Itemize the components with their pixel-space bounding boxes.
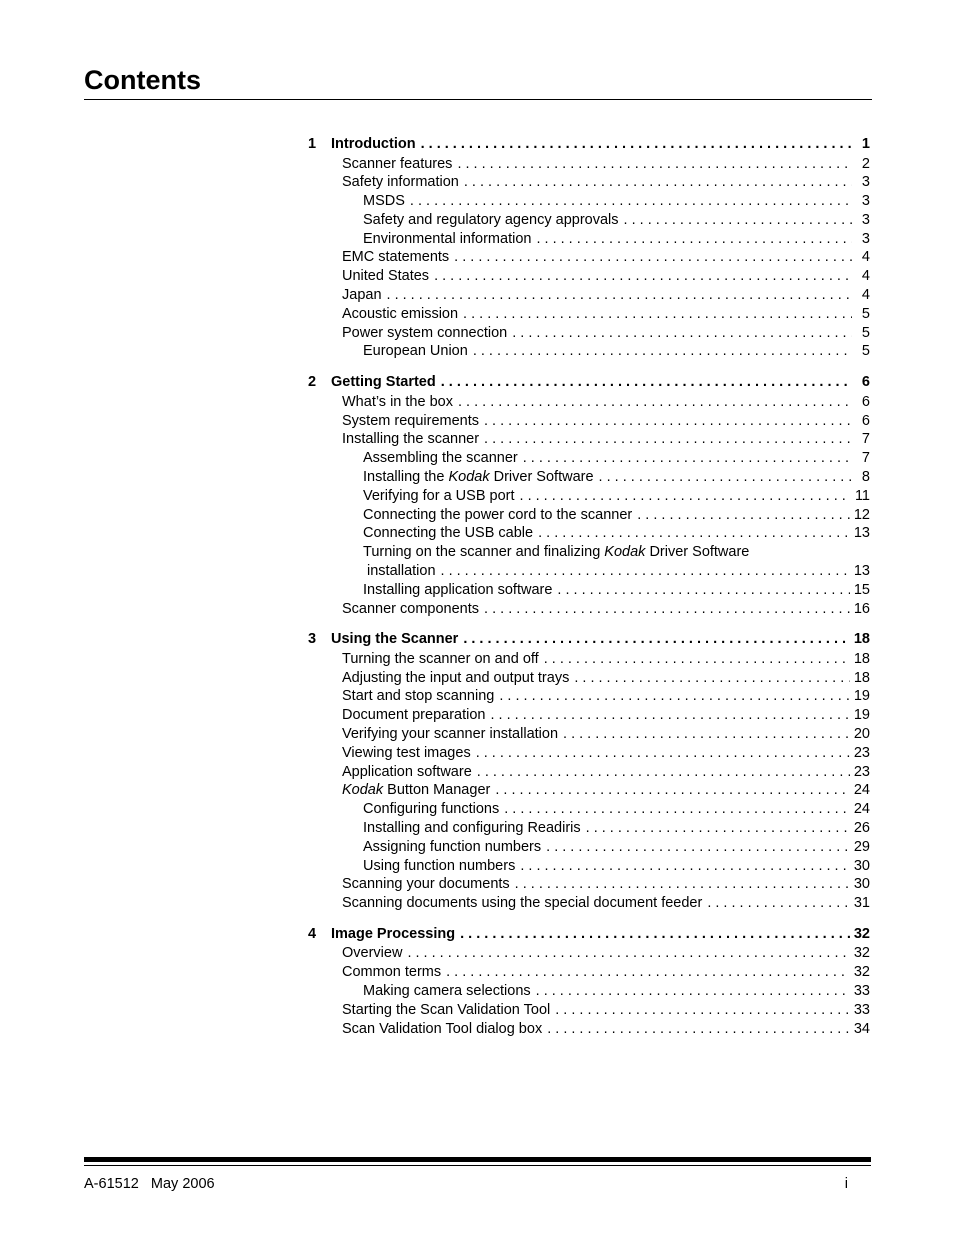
toc-dot-leader <box>515 487 851 506</box>
toc-page-number: 33 <box>853 983 870 1000</box>
toc-page-number: 31 <box>853 895 870 912</box>
toc-entry-label: Turning on the scanner and finalizing Kodak Driver Software <box>363 544 750 561</box>
toc-entry-label: Document preparation <box>342 707 486 724</box>
toc-subsection[interactable] <box>308 819 870 838</box>
toc-entry-label: EMC statements <box>342 249 450 266</box>
toc-page-number: 3 <box>861 174 870 191</box>
toc-section[interactable] <box>308 944 870 963</box>
toc-subsection[interactable] <box>308 838 870 857</box>
footer-doc-number: A-61512 May 2006 <box>84 1176 215 1192</box>
toc-entry-label: MSDS <box>363 193 405 210</box>
toc-subsection[interactable] <box>308 543 870 562</box>
toc-page-number: 24 <box>853 782 870 799</box>
toc-chapter-number: 4 <box>308 925 317 942</box>
toc-section[interactable] <box>308 305 870 324</box>
toc-chapter[interactable] <box>308 630 870 650</box>
toc-page-number: 3 <box>861 193 870 210</box>
toc-entry-label: European Union <box>363 343 468 360</box>
toc-section[interactable] <box>308 669 870 688</box>
toc-section[interactable] <box>308 173 870 192</box>
toc-section[interactable] <box>308 687 870 706</box>
toc-section[interactable] <box>308 412 870 431</box>
toc-dot-leader <box>507 324 852 343</box>
toc-dot-leader <box>531 230 852 249</box>
toc-dot-leader <box>518 449 852 468</box>
toc-page-number: 20 <box>853 726 870 743</box>
toc-page-number: 6 <box>861 393 870 410</box>
toc-section[interactable] <box>308 600 870 619</box>
toc-entry-label: Installing the scanner <box>342 431 480 448</box>
toc-subsection[interactable] <box>308 230 870 249</box>
toc-page-number: 1 <box>861 136 870 152</box>
toc-dot-leader <box>458 305 852 324</box>
toc-entry-label: Safety and regulatory agency approvals <box>363 211 619 228</box>
toc-dot-leader <box>541 838 850 857</box>
toc-dot-leader <box>485 706 849 725</box>
toc-section[interactable] <box>308 1001 870 1020</box>
toc-dot-leader <box>515 857 850 876</box>
toc-section[interactable] <box>308 267 870 286</box>
toc-page-number: 6 <box>861 412 870 429</box>
toc-entry-label: Power system connection <box>342 324 508 341</box>
toc-dot-leader <box>542 1020 850 1039</box>
toc-entry-label: Installing application software <box>363 581 553 598</box>
toc-page-number: 2 <box>861 155 870 172</box>
toc-page-number: 4 <box>861 249 870 266</box>
footer-page-number: i <box>844 1176 848 1192</box>
toc-page-number: 13 <box>853 525 870 542</box>
toc-entry-label: What’s in the box <box>342 393 453 410</box>
toc-dot-leader <box>510 875 850 894</box>
toc-section[interactable] <box>308 963 870 982</box>
table-of-contents <box>308 135 870 1038</box>
toc-section[interactable] <box>308 725 870 744</box>
toc-dot-leader <box>479 412 852 431</box>
toc-section[interactable] <box>308 393 870 412</box>
toc-dot-leader <box>619 211 852 230</box>
toc-page-number: 23 <box>853 763 870 780</box>
toc-subsection[interactable] <box>308 581 870 600</box>
page-title: Contents <box>84 65 201 95</box>
toc-entry-label: United States <box>342 268 430 285</box>
toc-subsection[interactable] <box>308 800 870 819</box>
toc-subsection[interactable] <box>308 524 870 543</box>
toc-dot-leader <box>479 600 850 619</box>
toc-page-number: 5 <box>861 305 870 322</box>
toc-section[interactable] <box>308 650 870 669</box>
toc-entry-label: Scan Validation Tool dialog box <box>342 1020 543 1037</box>
toc-section[interactable] <box>308 781 870 800</box>
toc-page-number: 18 <box>853 650 870 667</box>
toc-page-number: 19 <box>853 707 870 724</box>
toc-entry-label: Overview <box>342 945 403 962</box>
toc-subsection[interactable] <box>308 468 870 487</box>
toc-page-number: 23 <box>853 744 870 761</box>
toc-dot-leader <box>453 393 852 412</box>
toc-dot-leader <box>436 373 852 393</box>
toc-page-number: 18 <box>853 631 870 648</box>
toc-entry-label: Safety information <box>342 174 459 191</box>
toc-page-number: 7 <box>861 450 870 467</box>
toc-dot-leader <box>533 524 850 543</box>
toc-page-number: 4 <box>861 268 870 285</box>
toc-entry-label: Common terms <box>342 964 442 981</box>
toc-dot-leader <box>471 744 850 763</box>
toc-entry-label: Introduction <box>331 136 416 152</box>
toc-section[interactable] <box>308 248 870 267</box>
toc-entry-label: Scanner features <box>342 155 453 172</box>
toc-entry-label: installation <box>367 562 436 579</box>
toc-dot-leader <box>449 248 852 267</box>
toc-dot-leader <box>479 430 852 449</box>
toc-chapter[interactable] <box>308 925 870 945</box>
toc-dot-leader <box>490 781 850 800</box>
toc-entry-label: System requirements <box>342 412 479 429</box>
toc-chapter[interactable] <box>308 373 870 393</box>
toc-page-number: 18 <box>853 669 870 686</box>
toc-dot-leader <box>441 963 850 982</box>
toc-entry-label: Scanning your documents <box>342 876 510 893</box>
toc-section[interactable] <box>308 706 870 725</box>
toc-dot-leader <box>552 581 849 600</box>
toc-page-number: 8 <box>861 468 870 485</box>
toc-dot-leader <box>468 342 852 361</box>
toc-dot-leader <box>581 819 850 838</box>
toc-entry-label: Application software <box>342 763 472 780</box>
title-divider <box>84 99 872 100</box>
toc-section[interactable] <box>308 324 870 343</box>
footer-rule-thin <box>84 1165 871 1166</box>
toc-page-number: 4 <box>861 287 870 304</box>
toc-page-number: 29 <box>853 838 870 855</box>
toc-entry-label: Making camera selections <box>363 983 531 1000</box>
toc-entry-label: Installing the Kodak Driver Software <box>363 468 594 485</box>
toc-dot-leader <box>539 650 850 669</box>
toc-entry-label: Adjusting the input and output trays <box>342 669 570 686</box>
toc-dot-leader <box>594 468 852 487</box>
toc-entry-label: Environmental information <box>363 230 532 247</box>
toc-page-number: 5 <box>861 343 870 360</box>
toc-dot-leader <box>452 155 852 174</box>
toc-dot-leader <box>436 562 850 581</box>
toc-entry-label: Verifying for a USB port <box>363 487 515 504</box>
toc-entry-label: Viewing test images <box>342 744 471 761</box>
toc-page-number: 32 <box>853 945 870 962</box>
toc-entry-label: Assembling the scanner <box>363 450 518 467</box>
toc-subsection[interactable] <box>308 857 870 876</box>
toc-entry-label: Image Processing <box>331 925 456 942</box>
toc-dot-leader <box>402 944 849 963</box>
toc-subsection[interactable] <box>308 449 870 468</box>
toc-entry-label: Kodak Button Manager <box>342 782 491 799</box>
toc-page-number: 34 <box>853 1020 870 1037</box>
toc-entry-label: Scanner components <box>342 600 480 617</box>
toc-entry-label: Assigning function numbers <box>363 838 542 855</box>
toc-page-number: 24 <box>853 801 870 818</box>
toc-page-number: 15 <box>853 581 870 598</box>
toc-page-number: 30 <box>853 857 870 874</box>
toc-entry-label: Installing and configuring Readiris <box>363 820 581 836</box>
toc-page-number: 3 <box>861 230 870 247</box>
toc-section[interactable] <box>308 894 870 913</box>
toc-chapter-number: 3 <box>308 631 317 648</box>
toc-dot-leader <box>499 800 850 819</box>
toc-page-number: 12 <box>853 506 870 523</box>
toc-entry-label: Scanning documents using the special document feeder <box>342 895 703 912</box>
toc-entry-label: Acoustic emission <box>342 305 459 322</box>
toc-chapter-number: 2 <box>308 374 317 391</box>
toc-section[interactable] <box>308 763 870 782</box>
toc-dot-leader <box>531 982 850 1001</box>
toc-page-number: 32 <box>853 964 870 981</box>
toc-entry-label: Starting the Scan Validation Tool <box>342 1001 551 1018</box>
toc-dot-leader <box>416 135 852 155</box>
toc-entry-label: Connecting the USB cable <box>363 525 534 542</box>
toc-page-number: 11 <box>854 487 870 504</box>
toc-section[interactable] <box>308 744 870 763</box>
toc-subsection[interactable] <box>308 211 870 230</box>
toc-entry-label: Connecting the power cord to the scanner <box>363 506 633 523</box>
toc-dot-leader <box>459 173 852 192</box>
toc-subsection[interactable] <box>308 192 870 211</box>
toc-section[interactable] <box>308 155 870 174</box>
toc-page-number: 7 <box>861 431 870 448</box>
toc-dot-leader <box>455 925 850 945</box>
toc-entry-label: Verifying your scanner installation <box>342 726 559 743</box>
toc-subsection[interactable] <box>308 982 870 1001</box>
toc-subsection[interactable] <box>308 342 870 361</box>
toc-entry-label: Japan <box>342 287 382 304</box>
toc-page-number: 26 <box>853 820 870 836</box>
toc-section[interactable] <box>308 430 870 449</box>
toc-dot-leader <box>632 506 850 525</box>
toc-subsection[interactable] <box>308 506 870 525</box>
toc-dot-leader <box>702 894 850 913</box>
toc-page-number: 33 <box>853 1001 870 1018</box>
toc-dot-leader <box>405 192 852 211</box>
toc-section[interactable] <box>308 1020 870 1039</box>
toc-entry-label: Configuring functions <box>363 801 500 818</box>
toc-dot-leader <box>382 286 852 305</box>
toc-entry-label: Start and stop scanning <box>342 688 495 705</box>
toc-subsection[interactable] <box>308 487 870 506</box>
toc-section[interactable] <box>308 286 870 305</box>
toc-dot-leader <box>429 267 852 286</box>
toc-dot-leader <box>569 669 850 688</box>
toc-page-number: 30 <box>853 876 870 893</box>
toc-dot-leader <box>494 687 850 706</box>
toc-subsection-continued[interactable] <box>308 562 870 581</box>
toc-page-number: 16 <box>853 600 870 617</box>
toc-page-number: 32 <box>853 925 870 942</box>
toc-page-number: 6 <box>861 374 870 391</box>
toc-dot-leader <box>458 630 850 650</box>
toc-page-number: 19 <box>853 688 870 705</box>
toc-entry-label: Getting Started <box>331 374 436 391</box>
toc-dot-leader <box>550 1001 850 1020</box>
toc-entry-label: Using the Scanner <box>331 631 459 648</box>
toc-dot-leader <box>558 725 850 744</box>
toc-page-number: 3 <box>861 211 870 228</box>
toc-dot-leader <box>472 763 850 782</box>
toc-page-number: 13 <box>853 562 870 579</box>
toc-chapter-number: 1 <box>308 136 317 152</box>
toc-section[interactable] <box>308 875 870 894</box>
footer-rule-thick <box>84 1157 871 1162</box>
toc-entry-label: Using function numbers <box>363 857 516 874</box>
toc-entry-label: Turning the scanner on and off <box>342 650 539 667</box>
toc-page-number: 5 <box>861 324 870 341</box>
toc-chapter[interactable] <box>308 135 870 155</box>
